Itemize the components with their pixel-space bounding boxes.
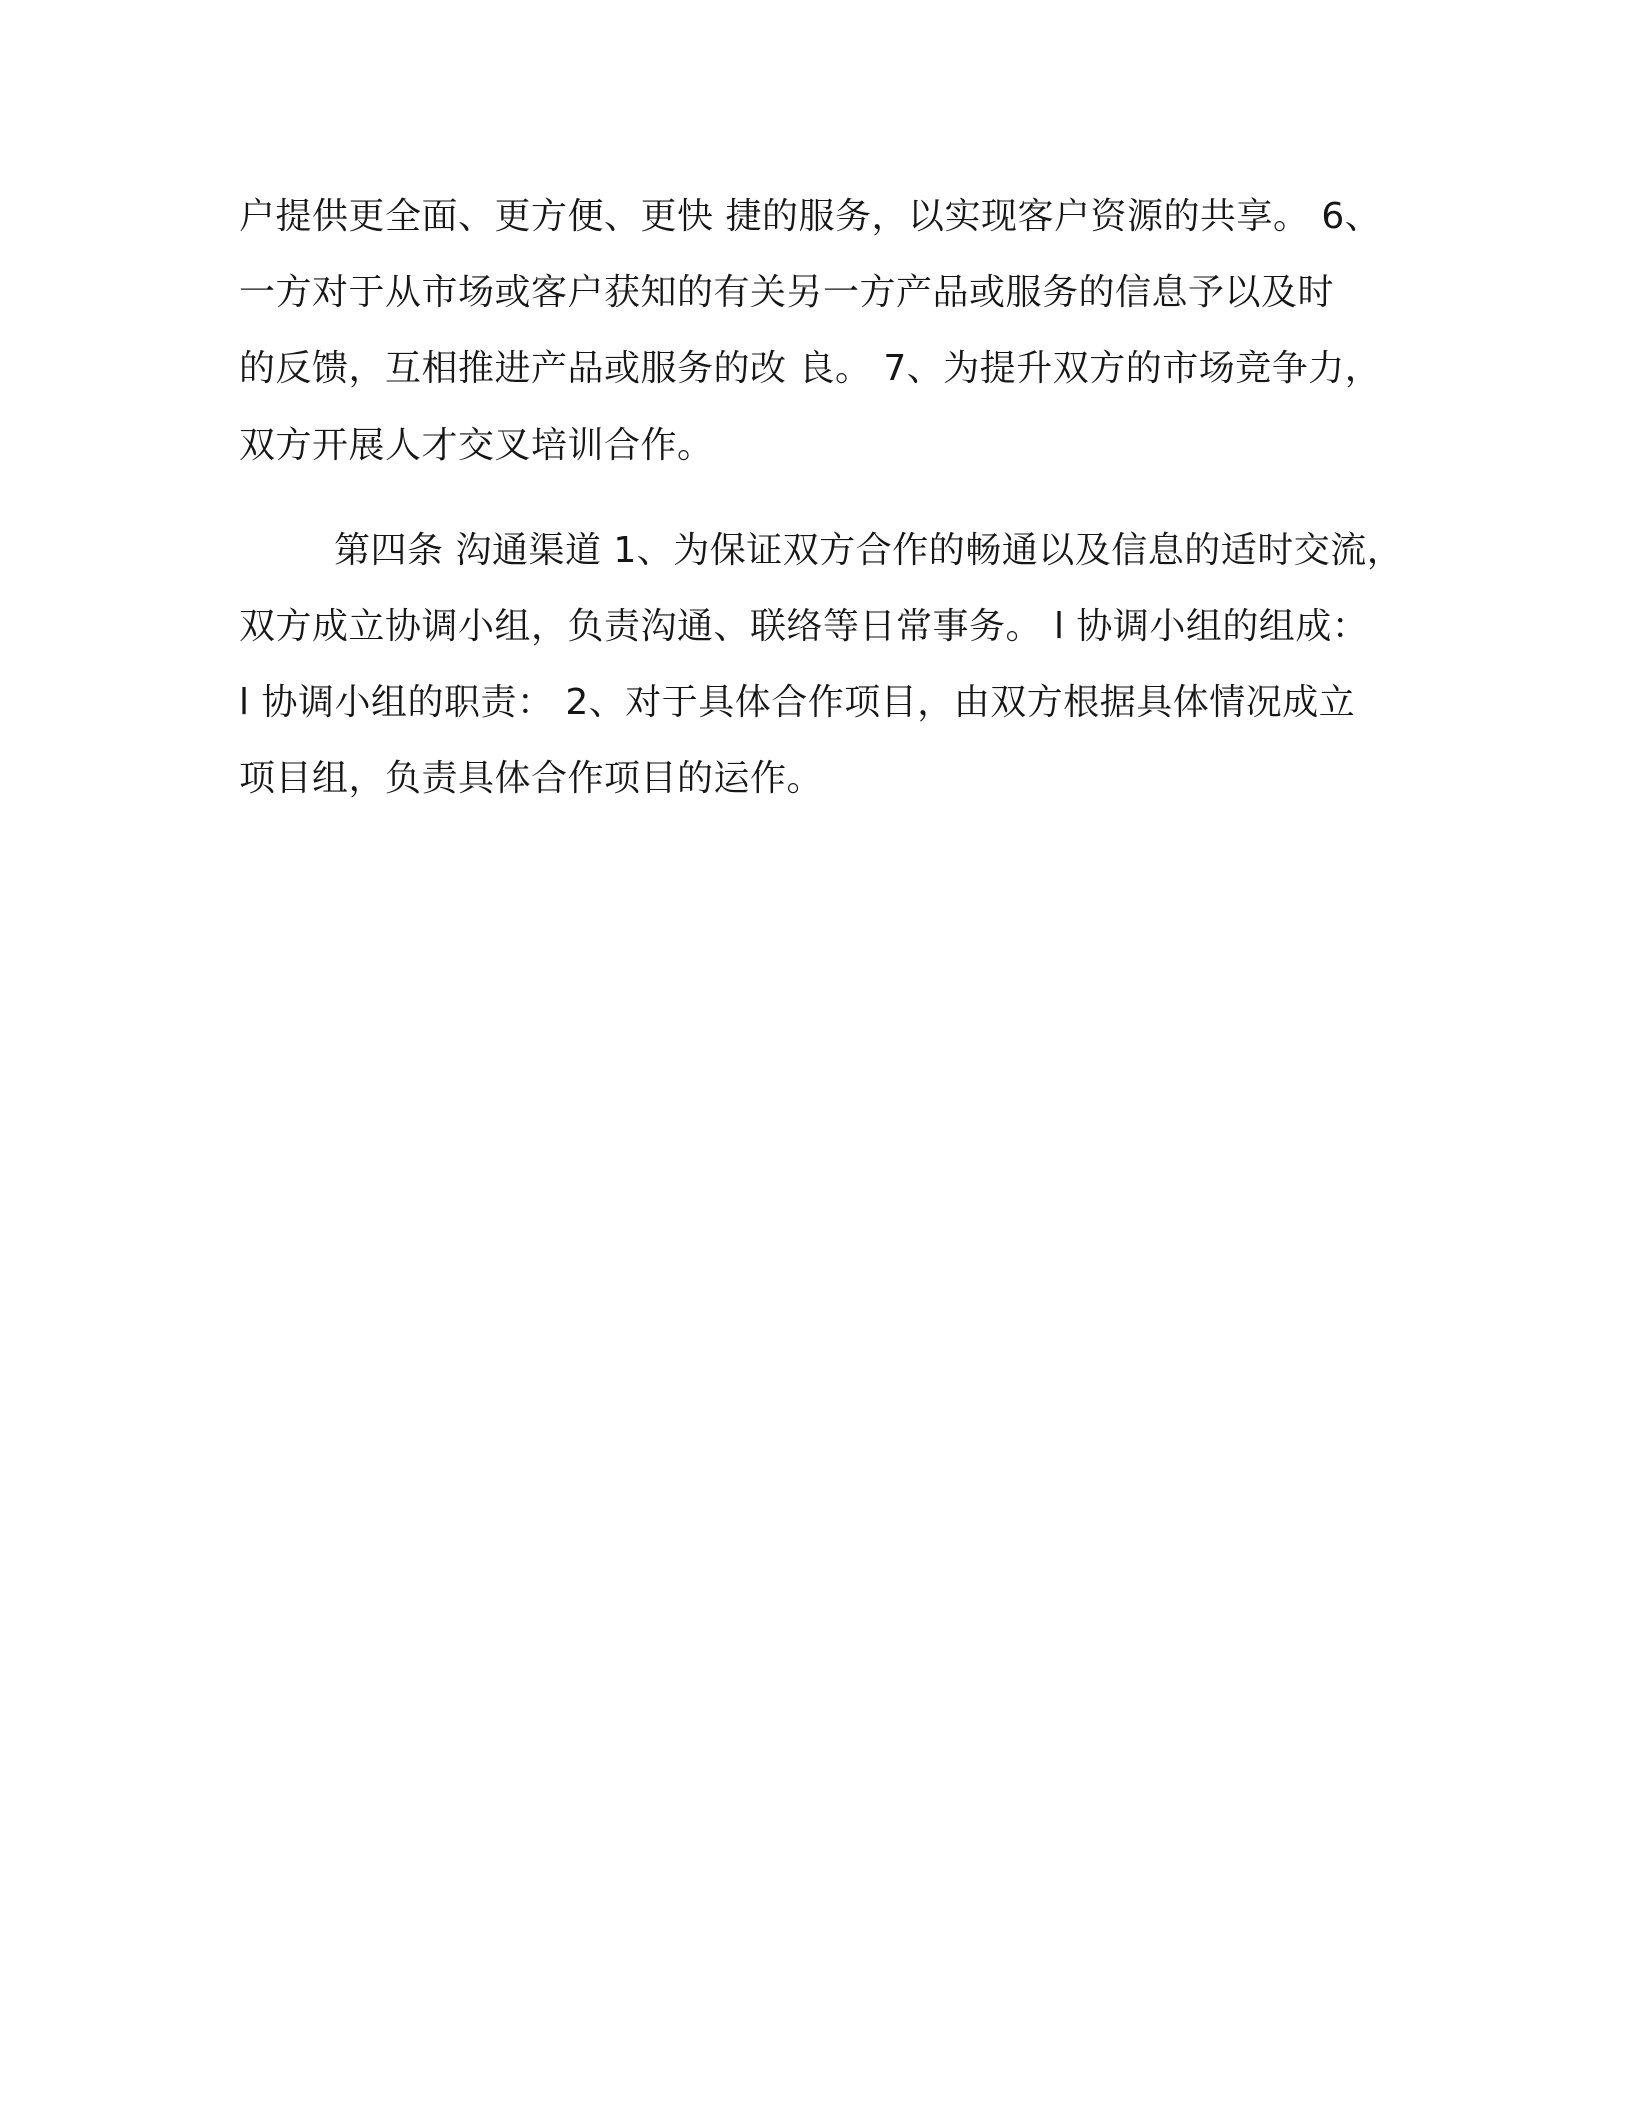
- text-line: 的反馈，互相推进产品或服务的改 良。 7、为提升双方的市场竞争力，: [239, 348, 1382, 389]
- text-line: 双方开展人才交叉培训合作。: [239, 425, 714, 466]
- text-line: 户提供更全面、更方便、更快 捷的服务，以实现客户资源的共享。 6、: [239, 196, 1382, 237]
- text-line: l 协调小组的职责： 2、对于具体合作项目，由双方根据具体情况成立: [239, 682, 1356, 723]
- text-line: 双方成立协调小组，负责沟通、联络等日常事务。 l 协调小组的组成：: [239, 606, 1369, 647]
- text-line: 第四条 沟通渠道 1、为保证双方合作的畅通以及信息的适时交流，: [334, 530, 1404, 571]
- text-line: 一方对于从市场或客户获知的有关另一方产品或服务的信息予以及时: [239, 272, 1335, 313]
- text-line: 项目组，负责具体合作项目的运作。: [239, 758, 824, 799]
